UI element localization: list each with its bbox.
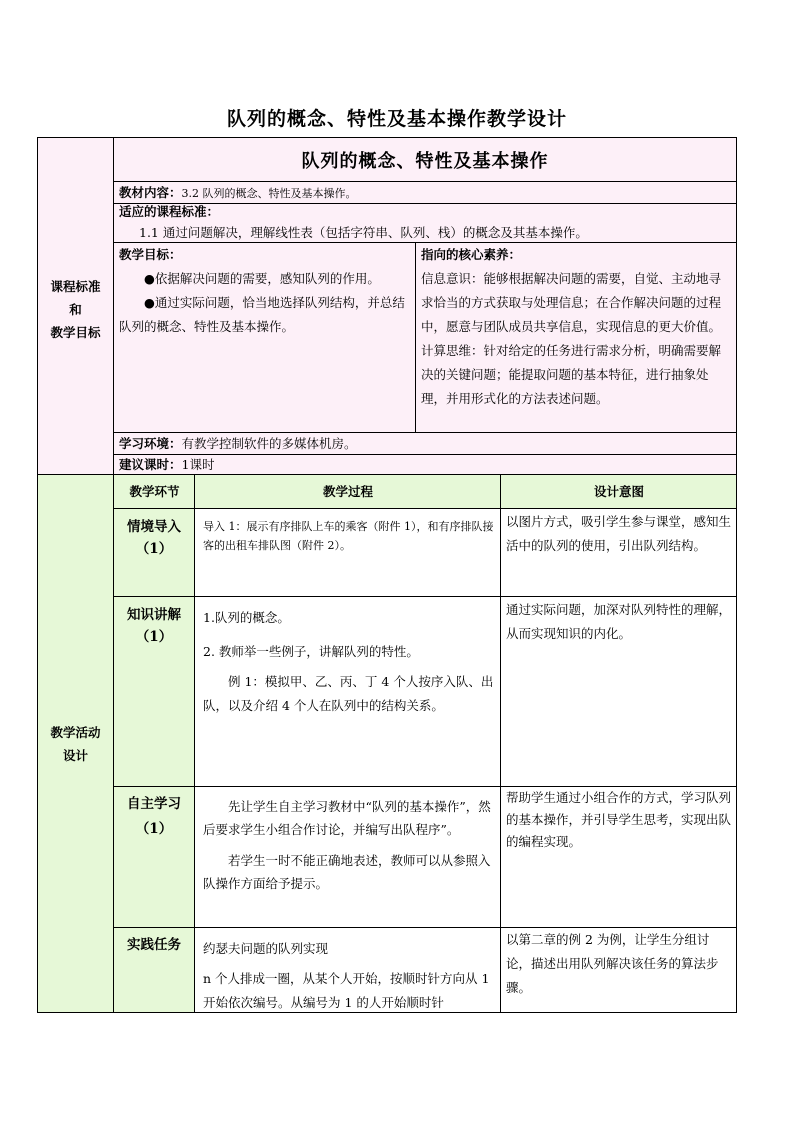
standard-label: 适应的课程标准： [119, 204, 220, 219]
stage-name: 自主学习 [127, 796, 181, 812]
column-header-process [194, 474, 501, 509]
process-cell [194, 596, 501, 787]
stage-cell [113, 786, 195, 928]
literacy-item: 信息意识：能够根据解决问题的需要，自觉、主动地寻求恰当的方式获取与处理信息；在合作解决问题的过程中，愿意与团队成员共享信息，实现信息的更大价值。 [421, 271, 722, 334]
section-label-standards [37, 137, 114, 475]
stage-cell [113, 927, 195, 1013]
stage-period: （1） [135, 541, 173, 557]
process-text: 导入 1：展示有序排队上车的乘客（附件 1），和有序排队接客的出租车排队图（附件 2）。 [203, 520, 494, 552]
intent-text: 以图片方式，吸引学生参与课堂，感知生活中的队列的使用，引出队列结构。 [506, 514, 732, 553]
process-cell [194, 508, 501, 597]
intent-text: 以第二章的例 2 为例，让学生分组讨论，描述出用队列解决该任务的算法步骤。 [506, 932, 719, 995]
process-text: 约瑟夫问题的队列实现 [203, 941, 329, 956]
literacy-cell [415, 242, 737, 433]
literacy-label: 指向的核心素养： [421, 247, 522, 262]
goal-item: ●通过实际问题，恰当地选择队列结构，并总结队列的概念、特性及基本操作。 [119, 295, 405, 334]
process-text: 例 1：模拟甲、乙、丙、丁 4 个人按序入队、出队，以及介绍 4 个人在队列中的结构关系。 [203, 674, 494, 713]
goal-item: ●依据解决问题的需要，感知队列的作用。 [144, 271, 380, 286]
process-text: 若学生一时不能正确地表述，教师可以从参照入队操作方面给予提示。 [203, 853, 491, 891]
section-label-line: 教学活动 [50, 725, 101, 740]
goals-cell [113, 242, 416, 433]
standard-cell [113, 203, 737, 243]
stage-period: （1） [135, 821, 173, 837]
intent-cell [500, 508, 737, 597]
process-text: 2. 教师举一些例子，讲解队列的特性。 [203, 644, 419, 659]
intent-cell [500, 927, 737, 1013]
process-cell [194, 786, 501, 928]
process-text: n 个人排成一圈，从某个人开始，按顺时针方向从 1 开始依次编号。从编号为 1 的人开始顺时针 [203, 971, 490, 1010]
hours-cell [113, 454, 737, 475]
hours-label: 建议课时： [119, 457, 182, 472]
section-label-line: 教学目标 [50, 325, 101, 340]
process-cell [194, 927, 501, 1013]
environment-label: 学习环境： [119, 436, 182, 451]
standard-value: 1.1 通过问题解决，理解线性表（包括字符串、队列、栈）的概念及其基本操作。 [139, 225, 588, 240]
stage-name: 情境导入 [127, 519, 181, 535]
intent-cell [500, 596, 737, 787]
header-text: 教学过程 [322, 484, 373, 499]
hours-value: 1课时 [181, 457, 215, 472]
process-text: 先让学生自主学习教材中“队列的基本操作”，然后要求学生小组合作讨论，并编写出队程序”。 [203, 799, 491, 837]
stage-name: 实践任务 [127, 937, 181, 953]
stage-cell [113, 596, 195, 787]
document-title: 队列的概念、特性及基本操作教学设计 [226, 108, 567, 130]
literacy-item: 计算思维：针对给定的任务进行需求分析，明确需要解决的关键问题；能提取问题的基本特征，进行抽象处理，并用形式化的方法表述问题。 [421, 343, 722, 406]
lesson-plan-table [37, 137, 737, 1013]
environment-cell [113, 432, 737, 455]
intent-text: 通过实际问题，加深对队列特性的理解，从而实现知识的内化。 [506, 602, 732, 641]
goals-label: 教学目标： [119, 247, 182, 262]
course-title: 队列的概念、特性及基本操作 [301, 151, 549, 172]
section-label-activities [37, 474, 114, 1013]
section-label-line: 课程标准 [50, 279, 101, 294]
column-header-stage [113, 474, 195, 509]
stage-cell [113, 508, 195, 597]
environment-value: 有教学控制软件的多媒体机房。 [181, 436, 357, 451]
intent-text: 帮助学生通过小组合作的方式，学习队列的基本操作，并引导学生思考，实现出队的编程实现。 [506, 790, 732, 849]
textbook-cell [113, 181, 737, 204]
section-label-line: 设计 [62, 748, 88, 763]
stage-name: 知识讲解 [127, 607, 181, 623]
intent-cell [500, 786, 737, 928]
section-label-line: 和 [69, 302, 82, 317]
course-title-cell [113, 137, 737, 182]
header-text: 教学环节 [129, 484, 180, 499]
header-text: 设计意图 [593, 484, 644, 499]
process-text: 1.队列的概念。 [203, 610, 290, 625]
textbook-label: 教材内容： [119, 185, 182, 200]
textbook-value: 3.2 队列的概念、特性及基本操作。 [181, 187, 357, 200]
column-header-intent [500, 474, 737, 509]
stage-period: （1） [135, 629, 173, 645]
